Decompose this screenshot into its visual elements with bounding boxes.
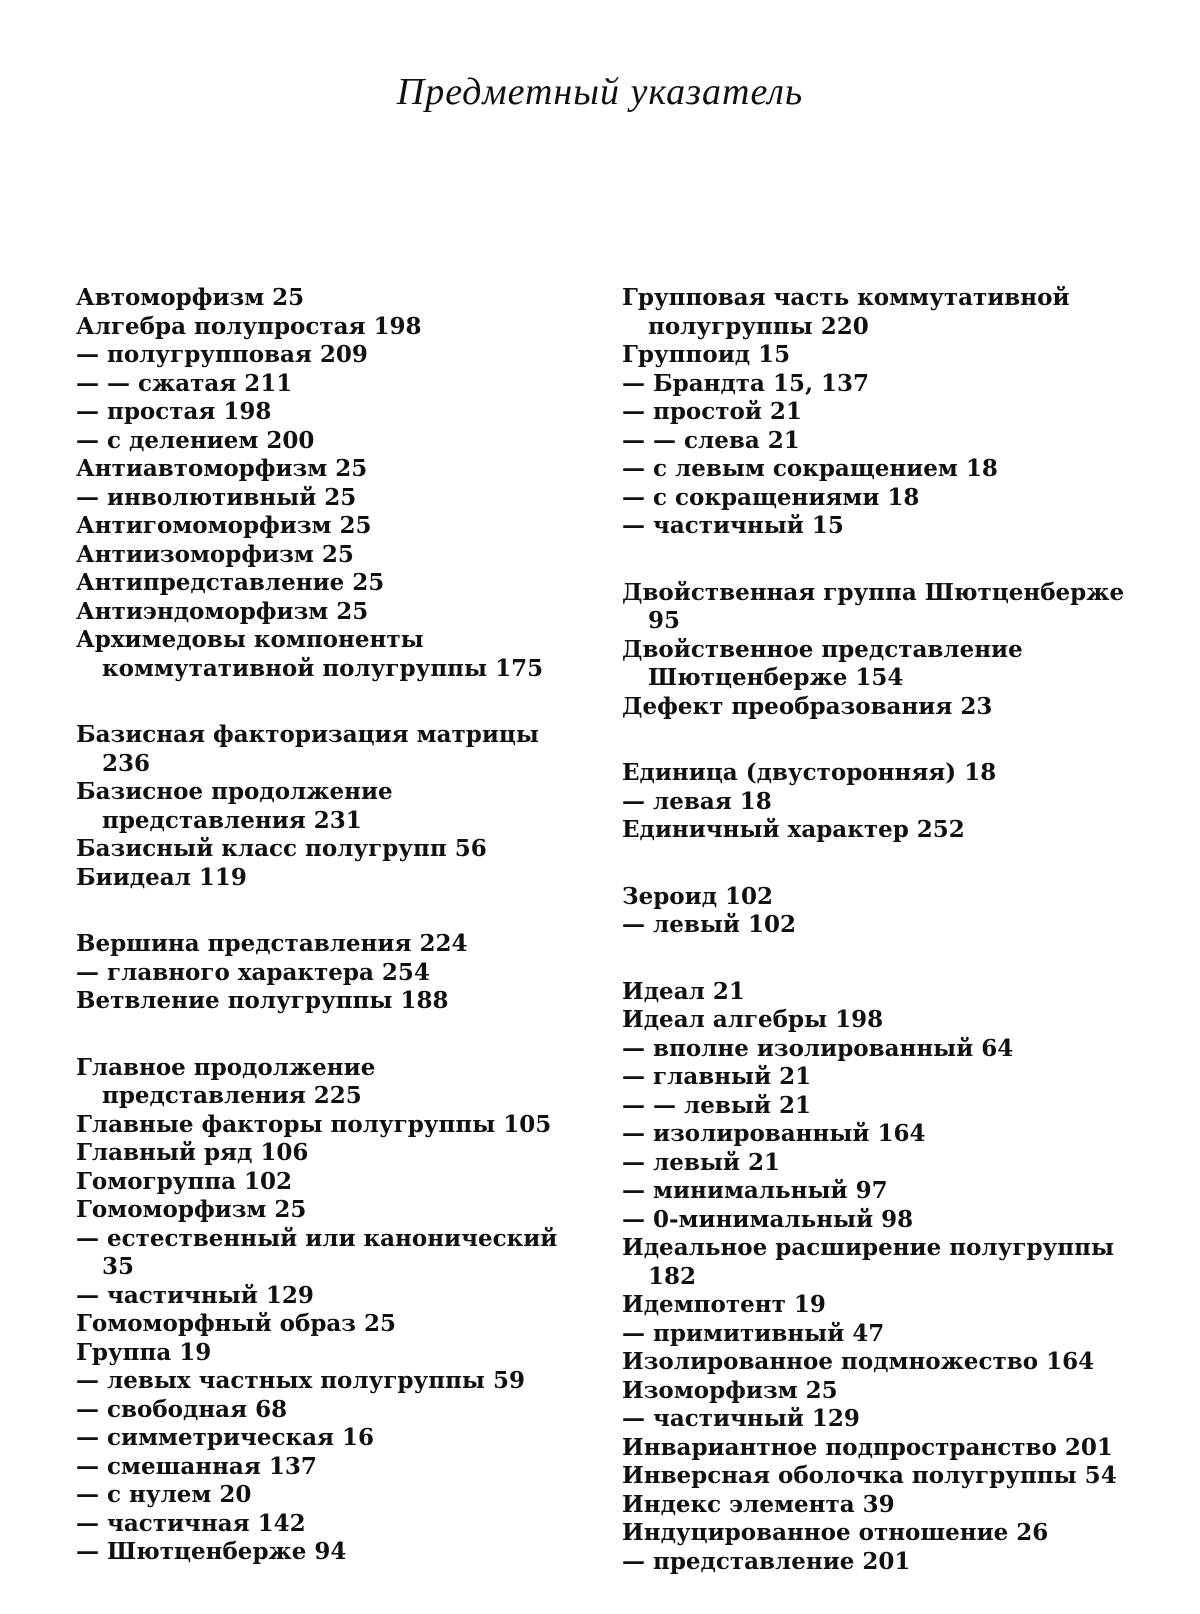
- index-entry: Гомоморфный образ 25: [76, 1310, 397, 1337]
- index-entry: — естественный или канонический 35: [76, 1224, 558, 1280]
- index-entry: Дефект преобразования 23: [622, 692, 993, 720]
- index-entry: Идеальное расширение полугруппы 182: [622, 1234, 1114, 1290]
- index-group: [76, 721, 586, 892]
- index-entry: — представление 201: [622, 1547, 911, 1575]
- index-entry: Базисный класс полугрупп 56: [76, 835, 487, 862]
- index-entry: Единичный характер 252: [622, 816, 965, 843]
- index-entry: Групповая часть коммутативной полугруппы 220: [622, 284, 1070, 340]
- index-entry: — главный 21: [622, 1063, 812, 1090]
- index-entry: Алгебра полупростая 198: [76, 312, 422, 340]
- index-entry: Инвариантное подпространство 201: [622, 1433, 1113, 1461]
- index-entry: Ветвление полугруппы 188: [76, 987, 449, 1014]
- index-entry: Зероид 102: [622, 882, 774, 910]
- index-entry: Инверсная оболочка полугруппы 54: [622, 1462, 1117, 1489]
- index-entry: Антиизоморфизм 25: [76, 540, 354, 568]
- index-entry: — симметрическая 16: [76, 1424, 375, 1451]
- index-entry: — смешанная 137: [76, 1452, 317, 1480]
- index-entry: — минимальный 97: [622, 1177, 888, 1204]
- index-entry: Гомогруппа 102: [76, 1167, 293, 1195]
- index-entry: Автоморфизм 25: [76, 284, 305, 311]
- index-entry: — левая 18: [622, 787, 772, 815]
- index-entry: Индекс элемента 39: [622, 1490, 895, 1518]
- index-entry: Базисное продолжение представления 231: [76, 778, 393, 834]
- index-entry: Архимедовы компоненты коммутативной полугруппы 175: [76, 626, 544, 682]
- index-entry: — простой 21: [622, 398, 802, 425]
- index-entry: — левый 102: [622, 911, 796, 938]
- index-entry: Антиавтоморфизм 25: [76, 455, 368, 482]
- index-entry: Базисная факторизация матрицы 236: [76, 721, 539, 777]
- index-entry: — с сокращениями 18: [622, 483, 920, 511]
- index-entry: — с нулем 20: [76, 1481, 252, 1508]
- index-entry: — — сжатая 211: [76, 369, 293, 397]
- index-entry: — полугрупповая 209: [76, 341, 368, 368]
- index-entry: — примитивный 47: [622, 1319, 885, 1347]
- index-group: [622, 284, 1132, 541]
- index-entry: — Шютценберже 94: [76, 1538, 347, 1565]
- page-title: Предметный указатель: [396, 71, 804, 113]
- index-entry: Идеал 21: [622, 977, 745, 1005]
- index-entry: Двойственная группа Шютценберже 95: [622, 578, 1125, 634]
- index-entry: — частичный 129: [76, 1281, 314, 1309]
- index-entry: Главные факторы полугруппы 105: [76, 1110, 552, 1138]
- index-entry: — левый 21: [622, 1148, 780, 1176]
- index-entry: Вершина представления 224: [76, 930, 468, 957]
- index-entry: Единица (двусторонняя) 18: [622, 759, 997, 786]
- index-entry: Антипредставление 25: [76, 569, 385, 596]
- index-entry: Антигомоморфизм 25: [76, 512, 372, 539]
- index-group: [622, 579, 1132, 722]
- index-entry: — с левым сокращением 18: [622, 455, 998, 482]
- index-entry: — левых частных полугруппы 59: [76, 1367, 525, 1394]
- index-group: [76, 1054, 586, 1567]
- index-column-left: [76, 284, 586, 1605]
- index-entry: Гомоморфизм 25: [76, 1196, 307, 1223]
- index-entry: — свободная 68: [76, 1395, 288, 1423]
- index-group: [76, 284, 586, 683]
- index-column-right: [622, 284, 1132, 1614]
- index-entry: — главного характера 254: [76, 958, 430, 986]
- index-entry: — — левый 21: [622, 1091, 811, 1119]
- index-entry: Главное продолжение представления 225: [76, 1053, 376, 1109]
- index-entry: Главный ряд 106: [76, 1139, 309, 1166]
- index-entry: — с делением 200: [76, 426, 315, 454]
- index-entry: Группа 19: [76, 1338, 212, 1366]
- index-entry: — частичный 129: [622, 1405, 860, 1432]
- index-group: [622, 978, 1132, 1577]
- index-group: [622, 883, 1132, 940]
- index-entry: — вполне изолированный 64: [622, 1034, 1014, 1062]
- index-entry: — — слева 21: [622, 426, 800, 454]
- index-entry: Двойственное представление Шютценберже 154: [622, 635, 1023, 691]
- index-group: [76, 930, 586, 1016]
- index-entry: Антиэндоморфизм 25: [76, 597, 369, 625]
- index-entry: — простая 198: [76, 398, 272, 425]
- index-entry: — 0-минимальный 98: [622, 1205, 914, 1233]
- index-entry: — инволютивный 25: [76, 483, 357, 511]
- index-entry: Изолированное подмножество 164: [622, 1348, 1095, 1375]
- index-entry: — частичный 15: [622, 512, 844, 539]
- index-entry: Индуцированное отношение 26: [622, 1519, 1049, 1546]
- index-entry: — Брандта 15, 137: [622, 369, 870, 397]
- index-entry: — частичная 142: [76, 1509, 306, 1537]
- index-group: [622, 759, 1132, 845]
- index-entry: Идеал алгебры 198: [622, 1006, 884, 1033]
- index-entry: Идемпотент 19: [622, 1291, 826, 1318]
- index-entry: — изолированный 164: [622, 1120, 926, 1147]
- index-entry: Изоморфизм 25: [622, 1376, 838, 1404]
- index-entry: Группоид 15: [622, 341, 791, 368]
- index-entry: Биидеал 119: [76, 863, 247, 891]
